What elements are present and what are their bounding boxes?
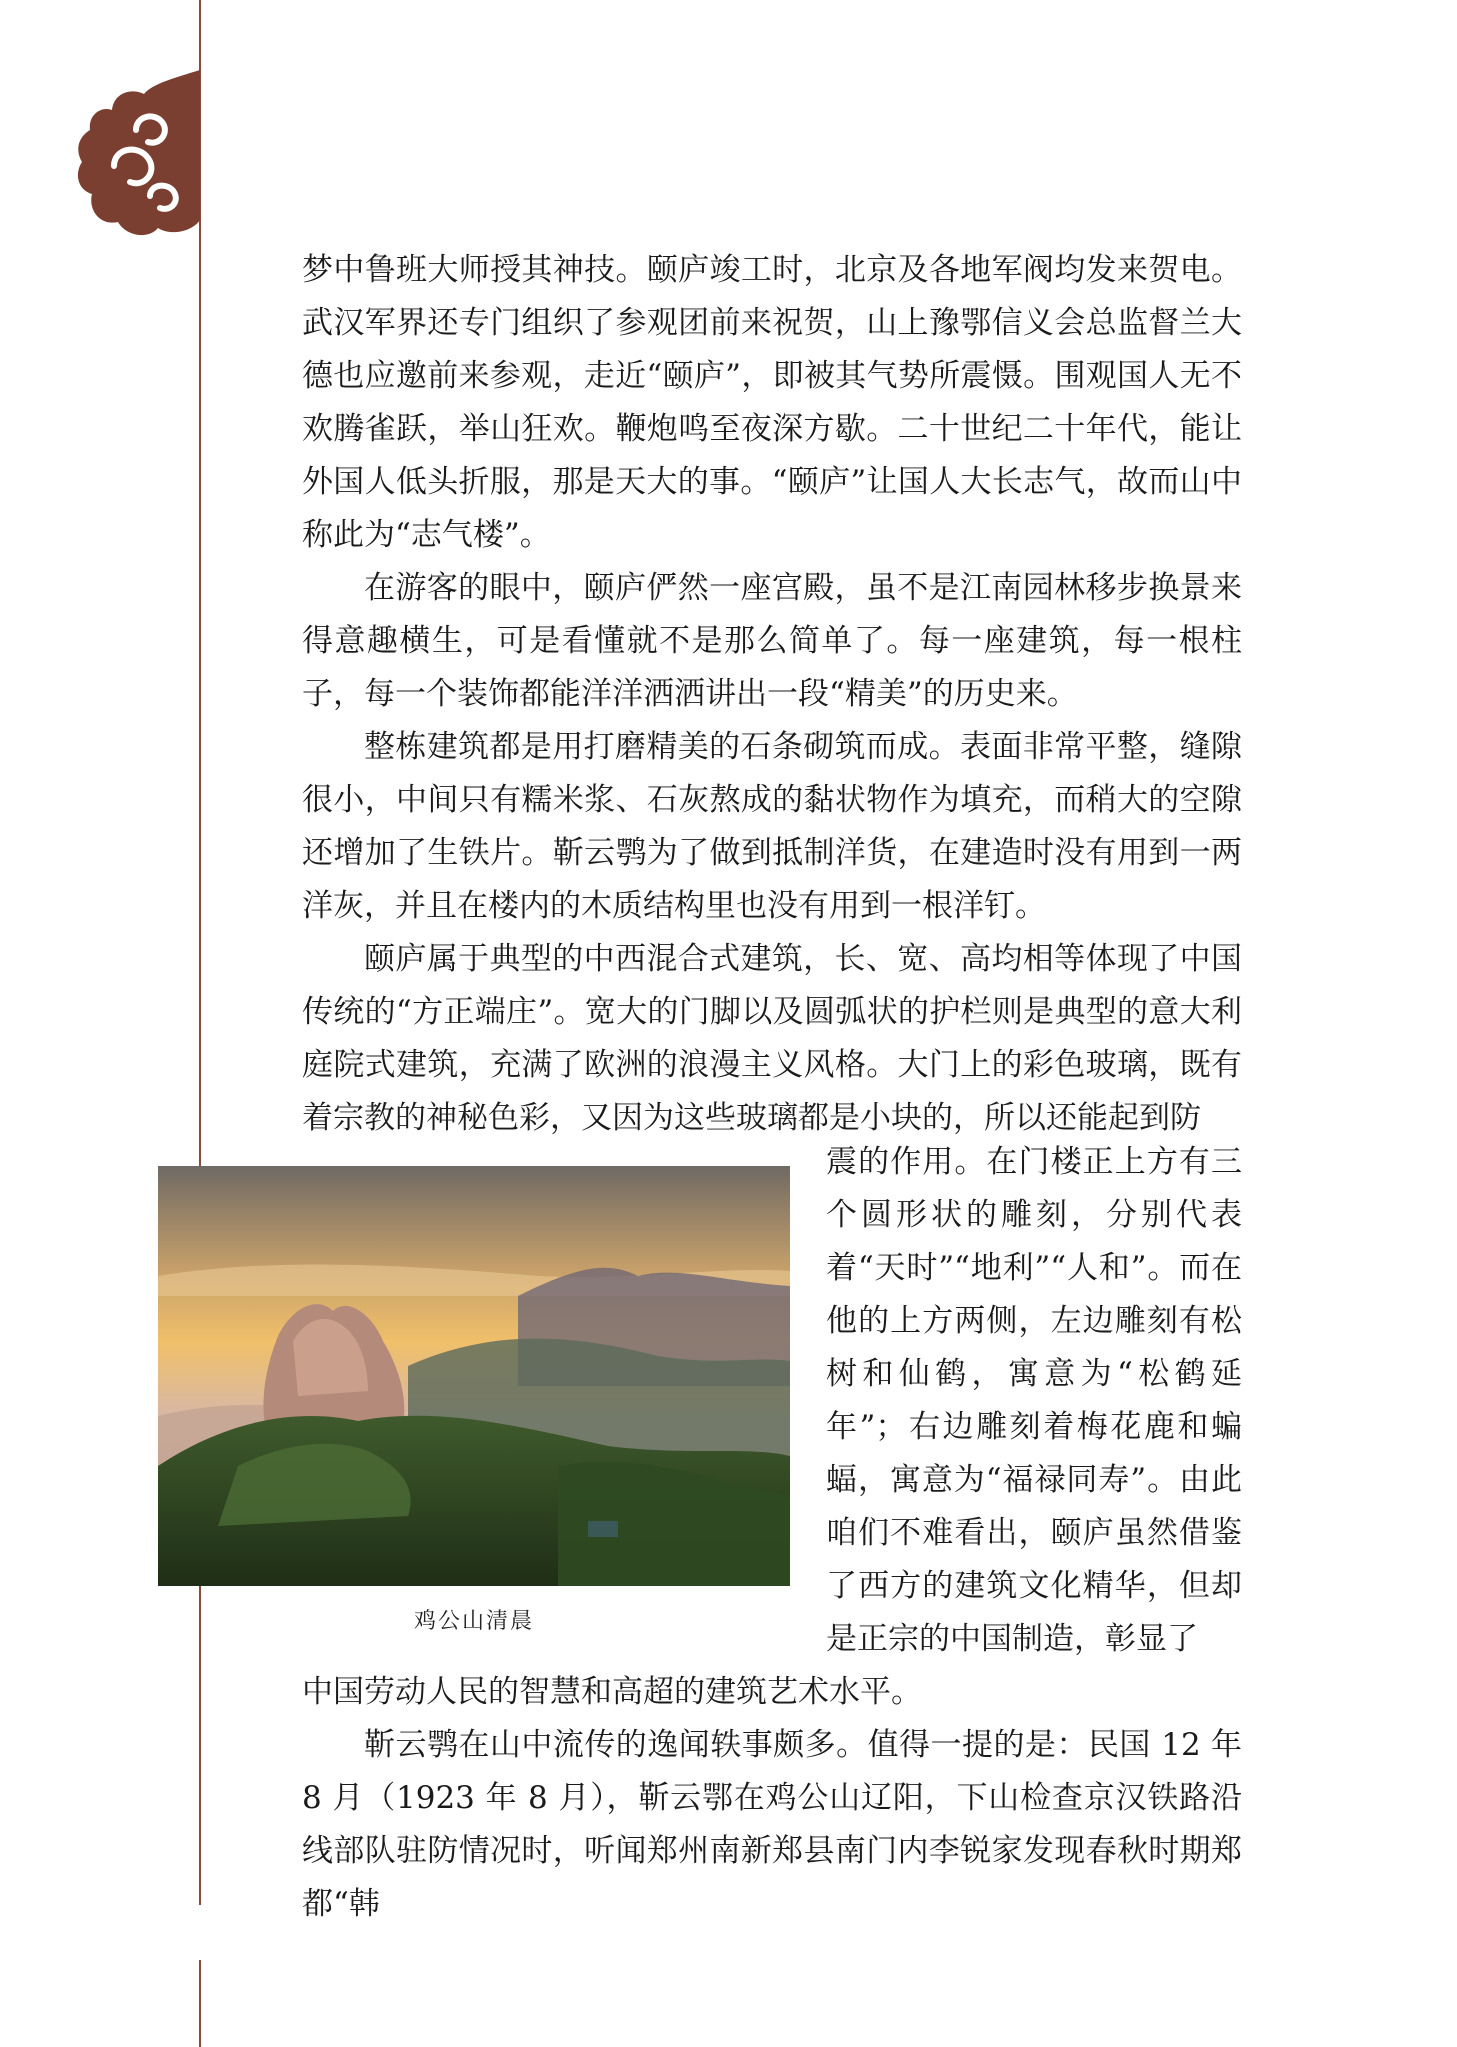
body-text-bottom <box>302 1666 1242 1931</box>
paragraph: 梦中鲁班大师授其神技。颐庐竣工时，北京及各地军阀均发来贺电。武汉军界还专门组织了参观团前来祝贺，山上豫鄂信义会总监督兰大德也应邀前来参观，走近“颐庐”，即被其气势所震慑。围观国人无不欢腾雀跃，举山狂欢。鞭炮鸣至夜深方歇。二十世纪二十年代，能让外国人低头折服，那是天大的事。“颐庐”让国人大长志气，故而山中称此为“志气楼”。 <box>302 252 1242 553</box>
body-text-top <box>302 244 1242 1145</box>
paragraph: 中国劳动人民的智慧和高超的建筑艺术水平。 <box>302 1674 922 1710</box>
paragraph: 在游客的眼中，颐庐俨然一座宫殿，虽不是江南园林移步换景来得意趣横生，可是看懂就不是那么简单了。每一座建筑，每一根柱子，每一个装饰都能洋洋洒洒讲出一段“精美”的历史来。 <box>302 570 1242 712</box>
photo-caption: 鸡公山清晨 <box>413 1609 534 1634</box>
paragraph: 震的作用。在门楼正上方有三个圆形状的雕刻，分别代表着“天时”“地利”“人和”。而在他的上方两侧，左边雕刻有松树和仙鹤，寓意为“松鹤延年”；右边雕刻着梅花鹿和蝙蝠，寓意为“福禄同寿”。由此咱们不难看出，颐庐虽然借鉴了西方的建筑文化精华，但却是正宗的中国制造，彰显了 <box>826 1144 1242 1657</box>
photo-mountain-morning <box>158 1166 790 1586</box>
margin-rule-lower <box>199 1960 201 2047</box>
cloud-ornament-icon <box>74 70 206 240</box>
paragraph: 靳云鹗在山中流传的逸闻轶事颇多。值得一提的是：民国 12 年 8 月（1923 年 8 月），靳云鄂在鸡公山辽阳，下山检查京汉铁路沿线部队驻防情况时，听闻郑州南新郑县南门内李锐家发现春秋时期郑都“韩 <box>302 1727 1242 1922</box>
paragraph: 颐庐属于典型的中西混合式建筑，长、宽、高均相等体现了中国传统的“方正端庄”。宽大的门脚以及圆弧状的护栏则是典型的意大利庭院式建筑，充满了欧洲的浪漫主义风格。大门上的彩色玻璃，既有着宗教的神秘色彩，又因为这些玻璃都是小块的，所以还能起到防 <box>302 941 1242 1136</box>
body-text-wrap <box>826 1136 1242 1666</box>
paragraph: 整栋建筑都是用打磨精美的石条砌筑而成。表面非常平整，缝隙很小，中间只有糯米浆、石灰熬成的黏状物作为填充，而稍大的空隙还增加了生铁片。靳云鹗为了做到抵制洋货，在建造时没有用到一两洋灰，并且在楼内的木质结构里也没有用到一根洋钉。 <box>302 729 1242 924</box>
